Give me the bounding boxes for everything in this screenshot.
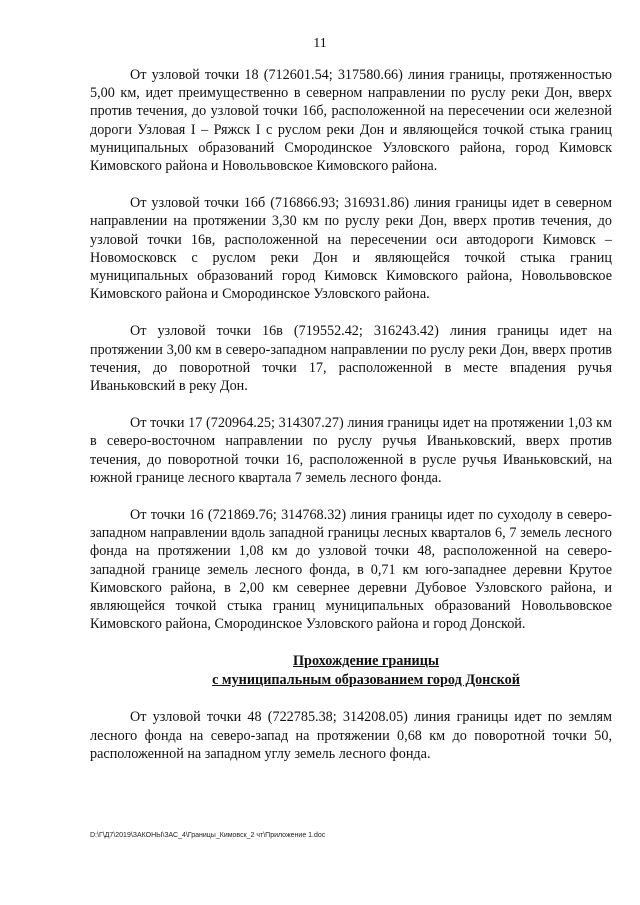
- section-heading: [90, 652, 612, 689]
- paragraph-gap: [90, 633, 612, 652]
- paragraph-point-16v: От узловой точки 16в (719552.42; 316243.42) линия границы идет на протяжении 3,00 км в северо-западном направлении по руслу реки Дон, вверх против течения, до поворотной точки 17, расположенной в месте впадения ручья Иваньковский в реку Дон.: [90, 323, 612, 395]
- section-heading-line-1: Прохождение границы: [293, 653, 439, 670]
- paragraph-point-48: От узловой точки 48 (722785.38; 314208.05) линия границы идет по землям лесного фонда на северо-запад на протяжении 0,68 км до поворотной точки 50, расположенной на западном углу земель лесного фонда.: [90, 709, 612, 762]
- paragraph-point-16: От точки 16 (721869.76; 314768.32) линия границы идет по суходолу в северо-западном направлении вдоль западной границы лесных кварталов 6, 7 земель лесного фонда на протяжении 1,08 км до узловой точки 48, расположенной на северо-западной границе земель лесного фонда, в 0,71 км юго-западнее деревни Крутое Кимовского района, в 2,00 км севернее деревни Дубовое Узловского района, и являющейся точкой стыка границ муниципальных образований Новольвовское Кимовского района, Смородинское Узловского района и город Донской.: [90, 507, 612, 633]
- paragraph-gap: [90, 395, 612, 414]
- paragraph-gap: [90, 303, 612, 322]
- footer-file-path: D:\Г\Д7\2019\ЗАКОНЫ\ЗАС_4\Границы_Кимовск_2 чт\Приложение 1.doc: [90, 832, 326, 839]
- paragraph-point-18: От узловой точки 18 (712601.54; 317580.66) линия границы, протяженностью 5,00 км, идет преимущественно в северном направлении по руслу реки Дон, вверх против течения, до узловой точки 16б, расположенной на пересечении оси железной дороги Узловая I – Ряжск I с руслом реки Дон и являющейся точкой стыка границ муниципальных образований Смородинское Узловского района, город Кимовск Кимовского района и Новольвовское Кимовского района.: [90, 67, 612, 175]
- paragraph-point-17: От точки 17 (720964.25; 314307.27) линия границы идет на протяжении 1,03 км в северо-восточном направлении по руслу ручья Иваньковский, вверх против течения, до поворотной точки 16, расположенной в русле ручья Иваньковский, на южной границе лесного квартала 7 земель лесного фонда.: [90, 415, 612, 486]
- paragraph-gap: [90, 175, 612, 194]
- section-heading-line-2: с муниципальным образованием город Донской: [212, 671, 520, 688]
- paragraph-point-16b: От узловой точки 16б (716866.93; 316931.86) линия границы идет в северном направлении на протяжении 3,30 км по руслу реки Дон, вверх против течения, до узловой точки 16в, расположенной на пересечении оси автодороги Кимовск – Новомосковск с руслом реки Дон и являющейся точкой стыка границ муниципальных образований город Кимовск Кимовского района, Новольвовское Кимовского района и Смородинское Узловского района.: [90, 195, 612, 303]
- paragraph-gap: [90, 487, 612, 506]
- paragraph-gap: [90, 689, 612, 708]
- document-body: [90, 66, 612, 763]
- page-number: 11: [313, 36, 327, 51]
